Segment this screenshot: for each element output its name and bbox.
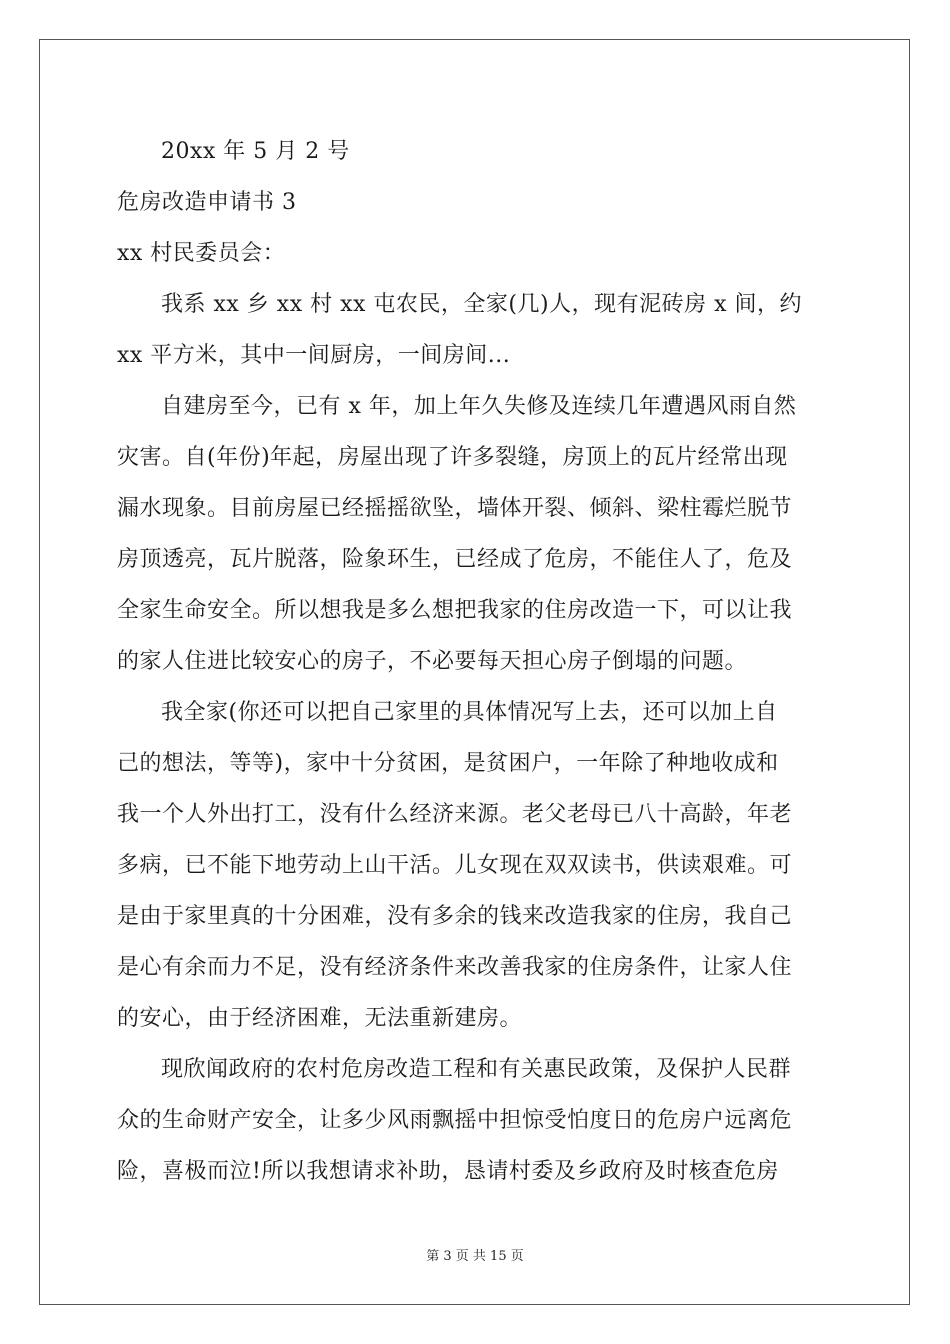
paragraph-line: 己的想法，等等)，家中十分贫困，是贫困户，一年除了种地收成和 [117, 751, 779, 776]
paragraph-line: 是由于家里真的十分困难，没有多余的钱来改造我家的住房，我自己 [117, 904, 793, 929]
paragraph-line: 的家人住进比较安心的房子，不必要每天担心房子倒塌的问题。 [117, 649, 748, 674]
paragraph-line: 全家生命安全。所以想我是多么想把我家的住房改造一下，可以让我 [117, 598, 793, 623]
paragraph-line: 多病，已不能下地劳动上山干活。儿女现在双双读书，供读艰难。可 [117, 853, 793, 878]
paragraph-line: 漏水现象。目前房屋已经摇摇欲坠，墙体开裂、倾斜、梁柱霉烂脱节 [117, 496, 793, 521]
paragraph-line: 的安心，由于经济困难，无法重新建房。 [117, 1006, 523, 1031]
paragraph-line: 现欣闻政府的农村危房改造工程和有关惠民政策，及保护人民群 [161, 1057, 792, 1082]
date-line: 20xx 年 5 月 2 号 [161, 139, 350, 164]
paragraph-line: 自建房至今，已有 x 年，加上年久失修及连续几年遭遇风雨自然 [161, 394, 797, 419]
paragraph-line: 是心有余而力不足，没有经济条件来改善我家的住房条件，让家人住 [117, 955, 793, 980]
paragraph-line: 险，喜极而泣!所以我想请求补助，恳请村委及乡政府及时核查危房 [117, 1159, 779, 1184]
salutation: xx 村民委员会： [117, 241, 286, 266]
paragraph-line: xx 平方米，其中一间厨房，一间房间... [117, 343, 511, 368]
paragraph-line: 我系 xx 乡 xx 村 xx 屯农民，全家(几)人，现有泥砖房 x 间，约 [161, 292, 802, 317]
document-title: 危房改造申请书 3 [117, 190, 297, 215]
paragraph-line: 我一个人外出打工，没有什么经济来源。老父老母已八十高龄，年老 [117, 802, 793, 827]
paragraph-line: 我全家(你还可以把自己家里的具体情况写上去，还可以加上自 [161, 700, 778, 725]
page-footer: 第 3 页 共 15 页 [426, 1249, 524, 1264]
paragraph-line: 房顶透亮，瓦片脱落，险象环生，已经成了危房，不能住人了，危及 [117, 547, 793, 572]
document-body [117, 126, 833, 1197]
paragraph-line: 众的生命财产安全，让多少风雨飘摇中担惊受怕度日的危房户远离危 [117, 1108, 793, 1133]
paragraph-line: 灾害。自(年份)年起，房屋出现了许多裂缝，房顶上的瓦片经常出现 [117, 445, 788, 470]
